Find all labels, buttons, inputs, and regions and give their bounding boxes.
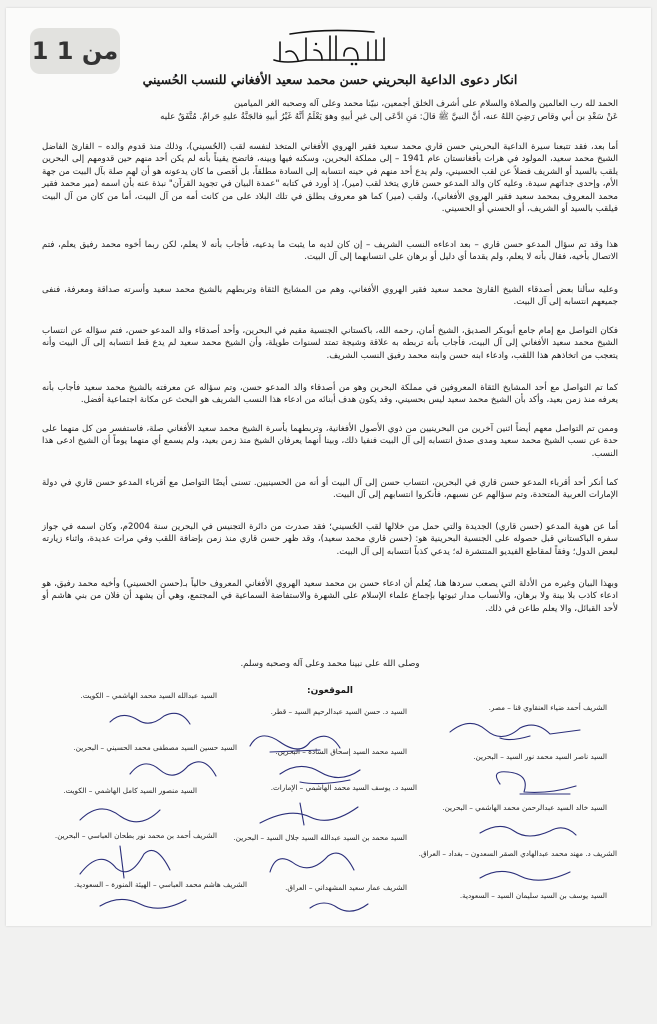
opening-praise: الحمد لله رب العالمين والصلاة والسلام على أشرف الخلق أجمعين، نبيّنا محمد وعلى آله وصحبه الغر الميامين	[233, 99, 618, 109]
signature-mark	[270, 758, 380, 788]
document-title: انكار دعوى الداعية البحريني حسن محمد سعيد الأفغاني للنسب الحُسيني	[142, 72, 518, 87]
paragraph-afghans: وممن تم التواصل معهم أيضاً اثنين آخرين من البحرينيين من ذوي الأصول الأفغانية، وتربطهما بأسرة الشيخ محمد سعيد الأفغاني صلة، فاستفسر من كل منهما على حدة عن نسب الشيخ محمد سعيد ومدى صدق انتسابه إلى آل البيت فنفيا ذلك، وبينا أنهما يعرفان الشيخ منذ زمن بعيد، ولم يسمع أي منهما يوماً أن الشيخ ادعى هذا النسب.	[42, 424, 618, 459]
signer-name: السيد محمد السيد إسحاق السادة – البحرين.	[275, 747, 407, 756]
basmala-calligraphy-icon	[266, 26, 396, 68]
signer-name: السيد خالد السيد عبدالرحمن محمد الهاشمي – البحرين.	[442, 803, 607, 812]
paragraph-background: أما بعد، فقد تتبعنا سيرة الداعية البحريني حسن قاري محمد سعيد فقير الهروي الأفغاني المتخذ لنفسه لقب (الحُسيني)، وذلك منذ قدوم والده – القارئ الفاضل الشيخ محمد سعيد، المولود في هرات بأفغانستان عام 1941 – إلى مملكة البحرين، وسكنه فيها وبينه، فاتضح يقيناً بأنه لم يكن أحد منهم حين قدومهم إلى البحرين يلقب بالسيد أو الشريف فضلاً عن لقب الحسيني، ولم يدع أحد منهم في حينه انتسابه إلى السادة مطلقاً، بل أقصى ما كان يدعونه هو أن لهم صلة بآل البيت من جهة الأم، وإحدى جداتهم سيدة. وعليه كان والد المدعو حسن قاري يتخذ لقب (مير)، إذ أورد في كتابه "عمدة البيان في تجويد القرآن" نبذة عنه بأن اسمه (مير محمد فقير محمد المعروف بمحمد سعيد فقير الهروي الأفغاني)، ولقب (مير) كما هو معروف يطلق في تلك البلاد على من كانت أمه من آل البيت، أما من كان من آل البيت فيلقب بالسيد أو الشريف، أو الحسني أو الحسيني.	[42, 142, 618, 215]
signature-mark	[90, 704, 210, 734]
signers-heading: الموقعون:	[306, 686, 354, 696]
closing-prayer: وصلى الله على نبينا محمد وعلى آله وصحبه وسلم.	[240, 659, 420, 669]
page-count-badge: 1 من 1	[30, 28, 120, 74]
signature-mark	[250, 797, 370, 831]
signer-name: الشريف د. مهند محمد عبدالهادي الصقر السعدون – بغداد – العراق.	[418, 849, 617, 858]
paragraph-questioning: هذا وقد تم سؤال المدعو حسن قاري – بعد ادعاءه النسب الشريف – إن كان لديه ما يثبت ما يدعيه، فأجاب بأنه لا يعلم، لكن ربما أخوه محمد رفيق يعلم، فتم الاتصال بأخيه، فقال بأنه لا يعلم، ولم يقدما أي دليل أو برهان على انتسابهما إلى آل البيت.	[42, 240, 618, 263]
signer-name: السيد عبدالله السيد محمد الهاشمي – الكويت.	[80, 691, 217, 700]
signature-mark	[60, 840, 190, 884]
signature-mark	[480, 764, 590, 800]
paragraph-imam: فكان التواصل مع إمام جامع أبوبكر الصديق، الشيخ أمان، رحمه الله، باكستاني الجنسية مقيم في البحرين، وأحد أصدقاء والد المدعو حسن، فتم سؤاله عن انتساب الشيخ محمد سعيد الأفغاني إلى آل البيت، فأجاب بأنه تربطه به علاقة وشيجة تمتد لسنوات طويلة، وأن الشيخ محمد سعيد لم يدع قط انتسابه إلى آل البيت وأنه يتعجب من اتخاذهم هذا اللقب، وادعاء ابنه حسن وابنه محمد رفيق النسب الشريف.	[42, 326, 618, 361]
signer-name: السيد د. يوسف السيد محمد الهاشمي – الإمارات.	[270, 783, 417, 792]
signature-mark	[60, 796, 180, 830]
signature-mark	[240, 722, 360, 758]
signature-mark	[470, 815, 590, 847]
paragraph-identity: أما عن هوية المدعو (حسن قاري) الجديدة والتي حمل من خلالها لقب الحُسيني؛ فقد صدرت من دائرة التجنيس في البحرين سنة 2004م، وكان اسمه في جواز سفره الباكستاني قبل حصوله على الجنسية البحرينية هو: (حسن قاري محمد سعيد)، وقد ظهر حسن قاري منذ زمن بإضافة اللقب وفي مرات عديدة، واثناء زيارته لبعض الدول؛ وفقاً لمقاطع الفيديو المنتشرة له؛ يدعي كذباً انتسابه إلى آل البيت.	[42, 522, 618, 557]
paragraph-friends: وعليه سألنا بعض أصدقاء الشيخ القارئ محمد سعيد فقير الهروي الأفغاني، وهم من المشايخ الثقاة وتربطهم بالشيخ محمد سعيد وأسرته صداقة ومعرفة، فنفى جميعهم انتسابه إلى آل البيت.	[42, 285, 618, 308]
paragraph-sheikh: كما تم التواصل مع أحد المشايخ الثقاة المعروفين في مملكة البحرين وهو من أصدقاء والد المدعو حسن، وتم سؤاله عن معرفته بالشيخ محمد سعيد فأجاب بأنه يعرفه منذ زمن بعيد، وأكد بأن الشيخ محمد سعيد ليس بحسيني، وقد يكون هدف أبنائه من ادعاء هذا النسب الشريف هو البحث عن مكانة اجتماعية أفضل.	[42, 383, 618, 406]
signature-mark	[90, 888, 200, 916]
signer-name: الشريف عمار سعيد المشهداني – العراق.	[285, 883, 407, 892]
signer-name: الشريف أحمد بن محمد نور بطحان العباسي – البحرين.	[54, 831, 217, 840]
hadith-quote: عَنْ سَعْدِ بن أبي وقاص رَضِيَ اللهُ عنه، أنَّ النبيَّ ﷺ قالَ: مَنِ ادَّعَى إلى غيرِ أبيهِ وهوَ يَعْلَمُ أنَّهُ غَيْرُ أبيهِ فالجَنَّةُ عليهِ حَرامٌ. مُتَّفَقٌ عليه	[160, 112, 618, 122]
signer-name: السيد يوسف بن السيد سليمان السيد – السعودية.	[459, 891, 607, 900]
signer-name: الشريف هاشم محمد العباسي – الهيئة المنورة – السعودية.	[74, 880, 247, 889]
paragraph-conclusion: وبهذا البيان وغيره من الأدلة التي يصعب سردها هنا، يُعلم أن ادعاء حسن بن محمد سعيد الهروي الأفغاني المعروف حالياً بـ(حسن الحسيني) وأخيه محمد رفيق، هو ادعاء كاذب بلا بينة ولا برهان، والأنساب مدار ثبوتها بإجماع علماء الإسلام على الشهرة والاستفاضة السماعية في المجتمع، وهي أن يشهد أن فلان من بني هاشم أو لأحد القبائل، والا يعلم طاعن في ذلك.	[42, 579, 618, 614]
signature-mark	[300, 894, 380, 918]
signer-name: السيد منصور السيد كامل الهاشمي – الكويت.	[63, 786, 197, 795]
signer-name: السيد د. حسن السيد عبدالرحيم السيد – قطر.	[270, 707, 407, 716]
paragraph-relatives: كما أنكر أحد أقرباء المدعو حسن قاري في البحرين، انتساب حسن إلى آل البيت أو أنه من الحسينيين. تسنى أيضًا التواصل مع أقرباء المدعو حسن قاري في دولة الإمارات العربية المتحدة، وتم سؤالهم عن نسبهم، فأنكروا انتسابهم إلى آل البيت.	[42, 478, 618, 501]
signature-mark	[120, 752, 230, 786]
signature-mark	[440, 712, 590, 746]
signer-name: السيد محمد بن السيد عبدالله السيد جلال السيد – البحرين.	[233, 833, 407, 842]
signature-mark	[470, 862, 590, 890]
signer-name: الشريف أحمد ضياء العنقاوي قنا – مصر.	[488, 703, 607, 712]
signer-name: السيد حسين السيد مصطفى محمد الحسيني – البحرين.	[73, 743, 237, 752]
signer-name: السيد ناصر السيد محمد نور السيد – البحرين.	[473, 752, 607, 761]
signature-mark	[250, 842, 370, 882]
